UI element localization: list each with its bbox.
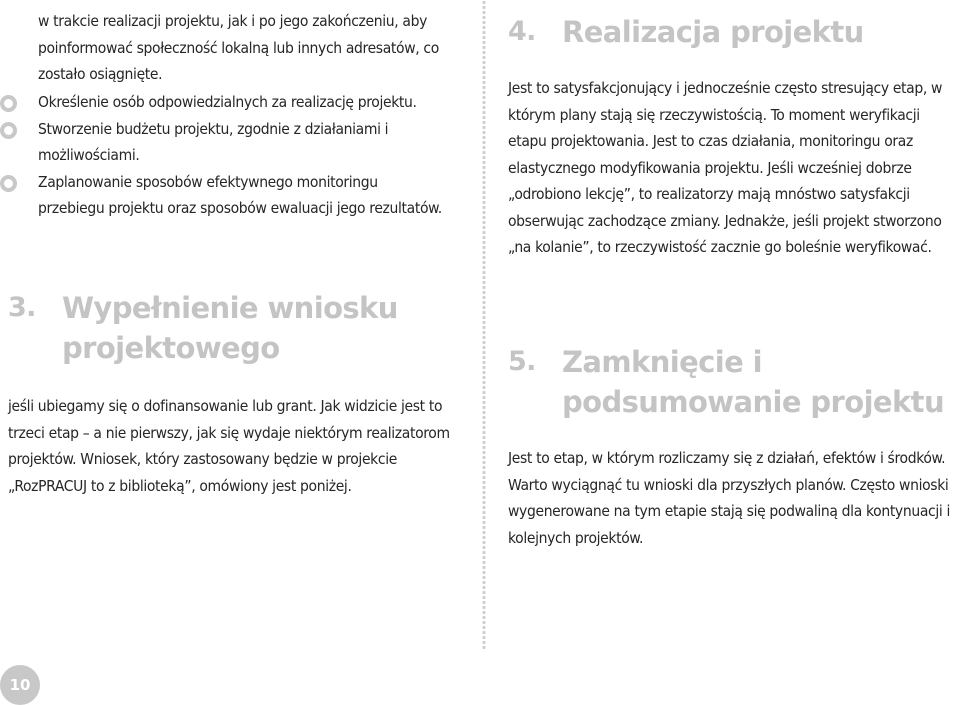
- list-item: [0, 116, 450, 169]
- task-bullet-list: [0, 89, 450, 222]
- bullet-icon: [0, 122, 17, 139]
- section-3-heading: [8, 288, 448, 368]
- section-4-body: Jest to satysfakcjonujący i jednocześnie często stresujący etap, w którym plany stają się rzeczywistością. To moment weryfikacji etapu projektowania. Jest to czas działania, monitoringu oraz elastycznego modyfikowania projektu. Jeśli wcześniej dobrze „odrobiono lekcję”, to realizatorzy mają mnóstwo satysfakcji obserwując zachodzące zmiany. Jednakże, jeśli projekt stworzono „na kolanie”, to rzeczywistość zacznie go boleśnie weryfikować.: [508, 79, 943, 256]
- section-title: Wypełnienie wniosku projektowego: [62, 291, 398, 365]
- list-item-text: Stworzenie budżetu projektu, zgodnie z działaniami i możliwościami.: [38, 119, 389, 164]
- section-number: 3.: [8, 292, 36, 323]
- list-item: [0, 89, 450, 116]
- section-4-heading: [508, 12, 948, 52]
- list-item: [0, 169, 450, 222]
- section-title: Zamknięcie i podsumowanie projektu: [562, 345, 944, 419]
- bullet-icon: [0, 95, 17, 112]
- section-title: Realizacja projektu: [562, 15, 864, 49]
- section-number: 4.: [508, 16, 536, 47]
- intro-paragraph: w trakcie realizacji projektu, jak i po jego zakończeniu, aby poinformować społeczność lokalną lub innych adresatów, co zostało osiągnięte.: [38, 12, 439, 83]
- section-5-heading: [508, 342, 948, 422]
- bullet-icon: [0, 175, 17, 192]
- column-divider: [482, 0, 486, 650]
- section-number: 5.: [508, 346, 536, 377]
- section-3-body: jeśli ubiegamy się o dofinansowanie lub grant. Jak widzicie jest to trzeci etap – a nie pierwszy, jak się wydaje niektórym realizatorom projektów. Wniosek, który zastosowany będzie w projekcie „RozPRACUJ to z biblioteką”, omówiony jest poniżej.: [8, 397, 450, 495]
- list-item-text: Określenie osób odpowiedzialnych za realizację projektu.: [38, 93, 417, 111]
- list-item-text: Zaplanowanie sposobów efektywnego monitoringu przebiegu projektu oraz sposobów ewaluacji jego rezultatów.: [38, 172, 442, 217]
- section-5-body: Jest to etap, w którym rozliczamy się z działań, efektów i środków. Warto wyciągnąć tu wnioski dla przyszłych planów. Często wnioski wygenerowane na tym etapie stają się podwaliną dla kontynuacji i kolejnych projektów.: [508, 449, 950, 547]
- page-number: 10: [9, 676, 31, 694]
- page-number-badge: [0, 665, 40, 705]
